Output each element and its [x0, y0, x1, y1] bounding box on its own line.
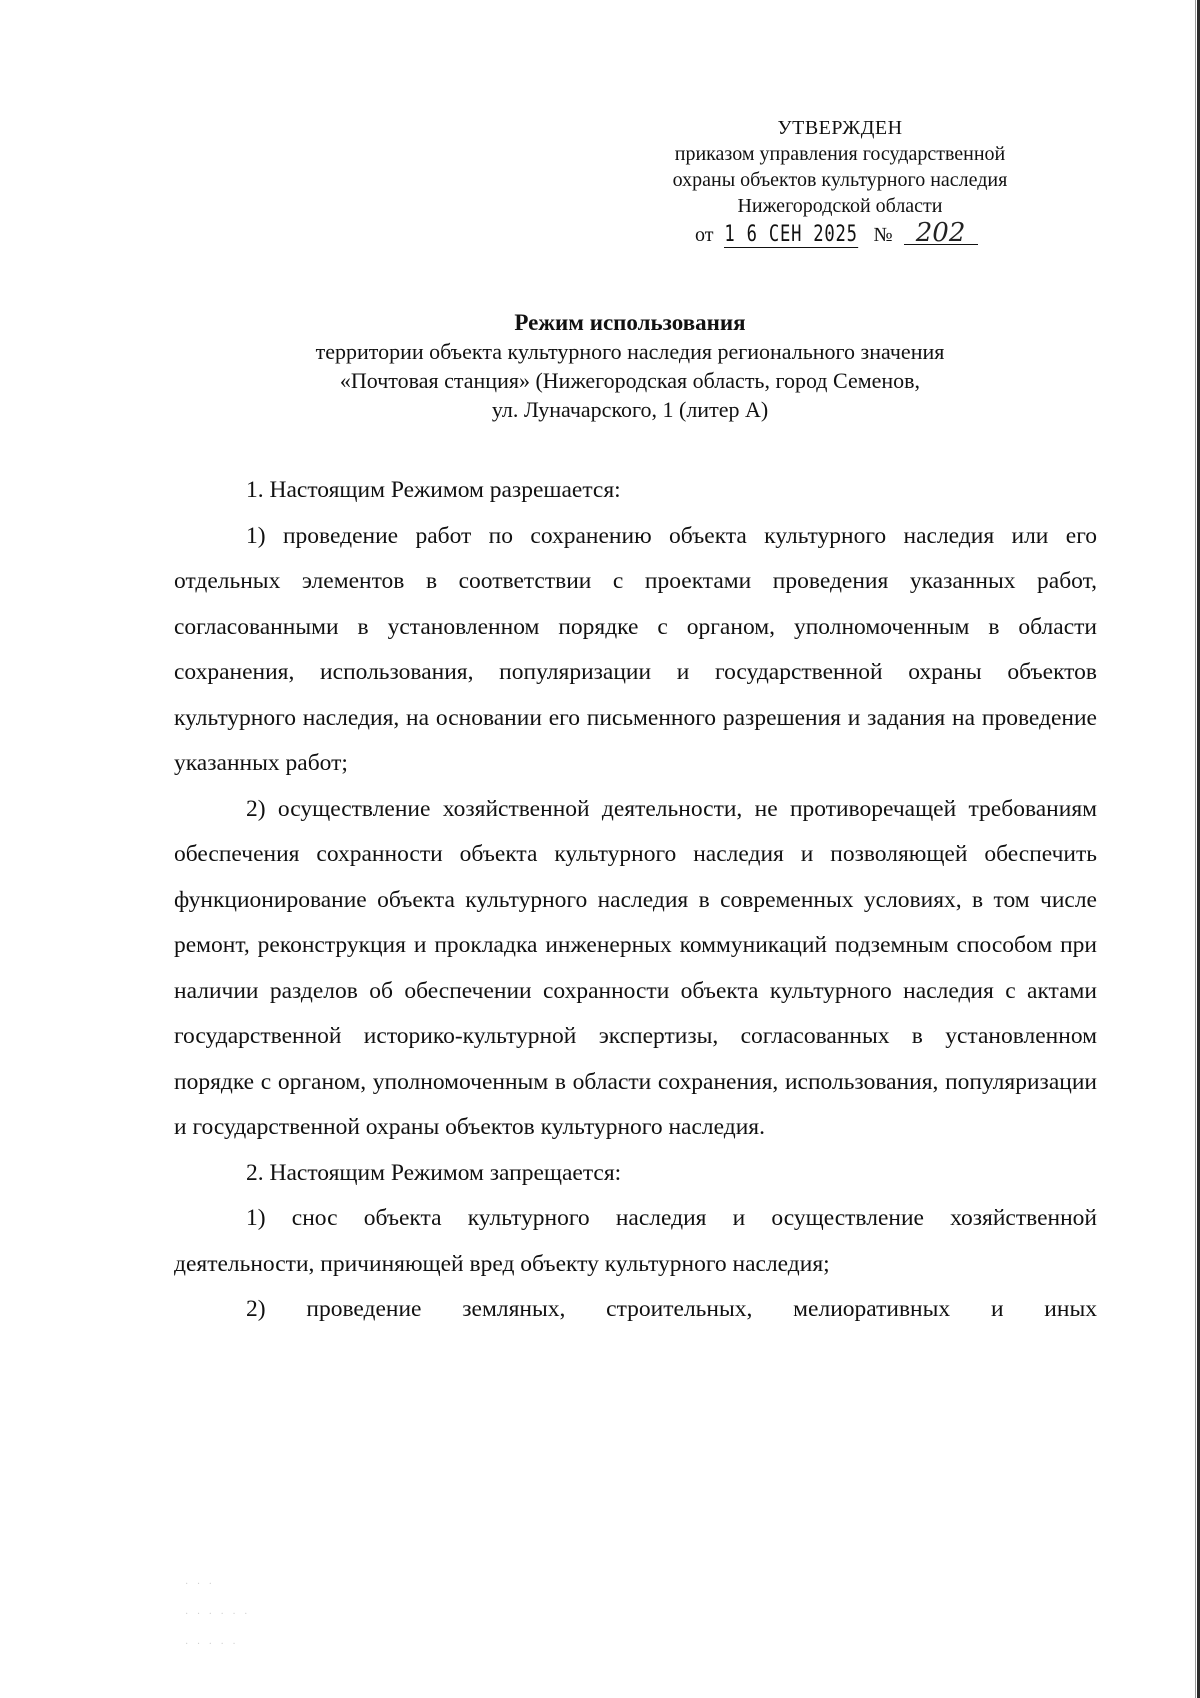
title-line: «Почтовая станция» (Нижегородская область, город Семенов,	[339, 368, 921, 393]
date-stamp: 1 6 СЕН 2025	[724, 222, 859, 247]
document-title	[150, 308, 1110, 424]
order-number: 202	[904, 222, 978, 245]
section-heading: 1. Настоящим Режимом разрешается:	[246, 477, 621, 503]
approval-line: охраны объектов культурного наследия	[672, 169, 1008, 191]
date-prefix: от	[695, 224, 714, 246]
paragraph: 2) проведение земляных, строительных, мелиоративных и иных	[246, 1296, 1097, 1322]
paragraph: 1) снос объекта культурного наследия и осуществление хозяйственной деятельности, причиняющей вред объекту культурного наследия;	[174, 1205, 1097, 1277]
title-heading: Режим использования	[514, 310, 746, 335]
document-body	[174, 468, 1097, 1333]
scan-noise: · · · · · · · · · · · · · ·	[185, 1579, 251, 1650]
title-line: территории объекта культурного наследия регионального значения	[315, 339, 945, 364]
number-sign: №	[873, 224, 893, 246]
scan-edge-shadow	[1195, 0, 1196, 1698]
paragraph: 2) осуществление хозяйственной деятельности, не противоречащей требованиям обеспечения сохранности объекта культурного наследия и позволяющей обеспечить функционирование объекта культурного наследия в современных условиях, в том числе ремонт, реконструкция и прокладка инженерных коммуникаций подземным способом при наличии разделов об обеспечении сохранности объекта культурного наследия с актами государственной историко-культурной экспертизы, согласованных в установленном порядке с органом, уполномоченным в области сохранения, использования, популяризации и государственной охраны объектов культурного наследия.	[174, 795, 1097, 1140]
approval-line: приказом управления государственной	[674, 143, 1006, 165]
approval-block	[590, 115, 1090, 219]
order-date-number-line	[695, 218, 978, 252]
approval-line: Нижегородской области	[737, 195, 943, 217]
approval-heading: УТВЕРЖДЕН	[777, 117, 903, 139]
section-heading: 2. Настоящим Режимом запрещается:	[246, 1159, 622, 1186]
paragraph: 1) проведение работ по сохранению объекта культурного наследия или его отдельных элементов в соответствии с проектами проведения указанных работ, согласованными в установленном порядке с органом, уполномоченным в области сохранения, использования, популяризации и государственной охраны объектов культурного наследия, на основании его письменного разрешения и задания на проведение указанных работ;	[174, 522, 1097, 776]
title-line: ул. Луначарского, 1 (литер А)	[491, 397, 769, 422]
